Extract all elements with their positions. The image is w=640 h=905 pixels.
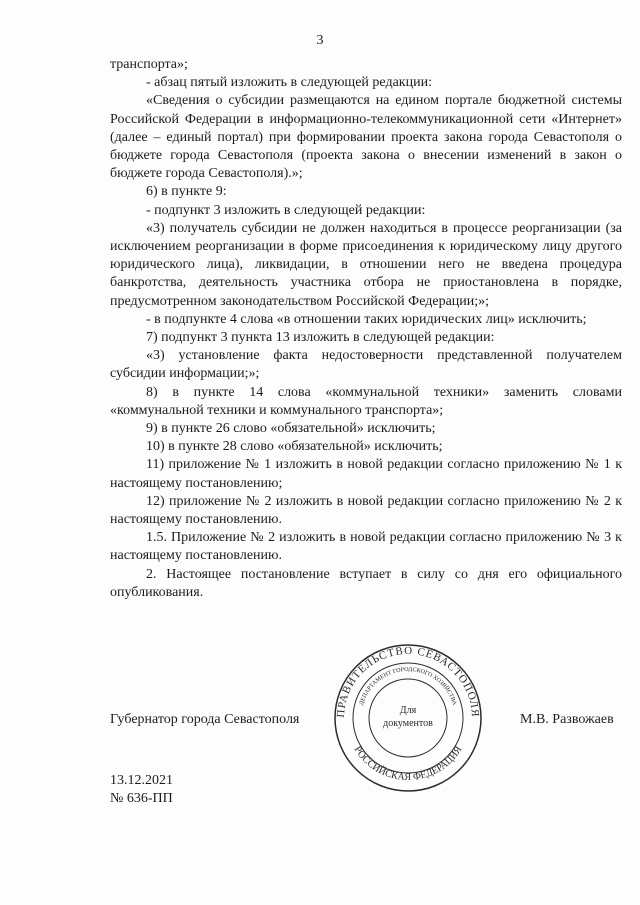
body-paragraph: 11) приложение № 1 изложить в новой редакции согласно приложению № 1 к настоящему постановлению; xyxy=(110,457,622,491)
body-paragraph: 10) в пункте 28 слово «обязательной» исключить; xyxy=(146,439,443,455)
body-paragraph: - абзац пятый изложить в следующей редакции: xyxy=(146,75,432,91)
body-paragraph: 2. Настоящее постановление вступает в силу со дня его официального опубликования. xyxy=(110,566,622,600)
seal-inner-text: ДЕПАРТАМЕНТ ГОРОДСКОГО ХОЗЯЙСТВА xyxy=(358,666,458,707)
body-paragraph: 8) в пункте 14 слова «коммунальной техники» заменить словами «коммунальной техники и коммунального транспорта»; xyxy=(110,384,622,418)
seal-center-line2: документов xyxy=(383,718,433,729)
body-paragraph: 1.5. Приложение № 2 изложить в новой редакции согласно приложению № 3 к настоящему постановлению. xyxy=(110,530,622,564)
document-date-block xyxy=(110,772,173,808)
body-paragraph: 6) в пункте 9: xyxy=(146,184,227,200)
signatory-title: Губернатор города Севастополя xyxy=(110,712,300,727)
body-paragraph: 7) подпункт 3 пункта 13 изложить в следующей редакции: xyxy=(146,330,495,346)
body-paragraph: - в подпункте 4 слова «в отношении таких юридических лиц» исключить; xyxy=(146,311,587,327)
seal-outer-text: ПРАВИТЕЛЬСТВО СЕВАСТОПОЛЯ xyxy=(334,644,482,718)
document-number: № 636-ПП xyxy=(110,791,173,806)
signatory-name: М.В. Развожаев xyxy=(520,712,614,727)
body-paragraph: «3) получатель субсидии не должен находиться в процессе реорганизации (за исключением реорганизации в форме присоединения к юридическому лицу другого юридического лица), ликвидации, в отношении него не введена процедура банкротства, деятельность участника отбора не приостановлена в порядке, предусмотренном законодательством Российской Федерации;»; xyxy=(110,220,622,309)
body-paragraph: - подпункт 3 изложить в следующей редакции: xyxy=(146,202,426,218)
body-paragraph: «3) установление факта недостоверности представленной получателем субсидии информации;»; xyxy=(110,348,622,382)
seal-bottom-text: РОССИЙСКАЯ ФЕДЕРАЦИЯ xyxy=(351,744,465,784)
page-number: 3 xyxy=(316,33,324,48)
body-paragraph: транспорта»; xyxy=(110,57,188,72)
document-body xyxy=(110,56,622,602)
document-date: 13.12.2021 xyxy=(110,773,173,788)
body-paragraph: «Сведения о субсидии размещаются на едином портале бюджетной системы Российской Федерации в информационно-телекоммуникационной сети «Интернет» (далее – единый портал) при формировании проекта закона города Севастополя о бюджете города Севастополя (проекта закона о внесении изменений в закон о бюджете города Севастополя).»; xyxy=(110,93,622,182)
body-paragraph: 9) в пункте 26 слово «обязательной» исключить; xyxy=(146,421,436,437)
seal-center-line1: Для xyxy=(399,705,417,716)
body-paragraph: 12) приложение № 2 изложить в новой редакции согласно приложению № 2 к настоящему постановлению. xyxy=(110,493,622,528)
svg-text:РОССИЙСКАЯ ФЕДЕРАЦИЯ xyxy=(352,744,465,783)
official-seal xyxy=(333,643,483,793)
